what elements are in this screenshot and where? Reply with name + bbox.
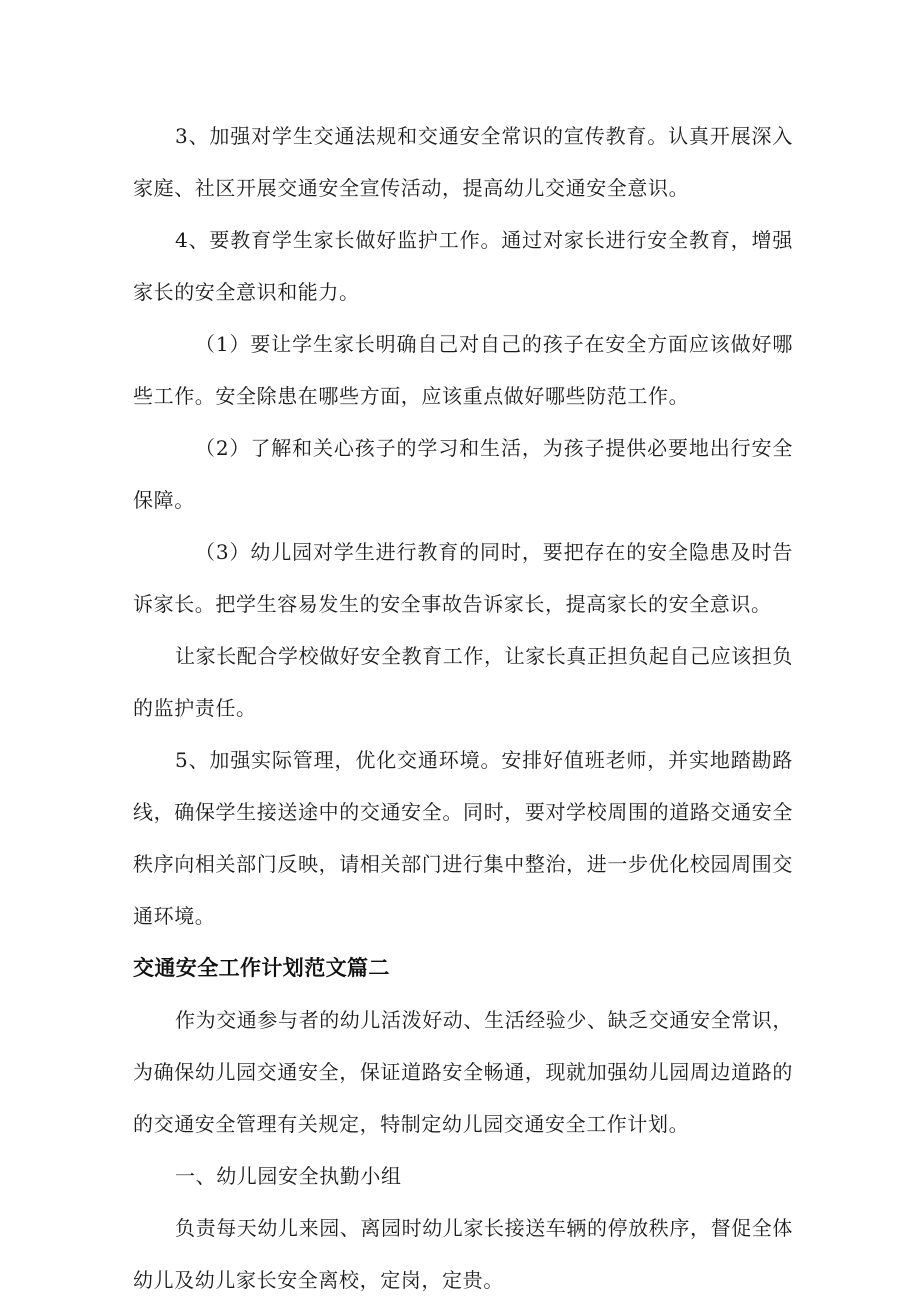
section-heading: 交通安全工作计划范文篇二 <box>133 956 390 980</box>
paragraph-subheading-duty-group: 一、幼儿园安全执勤小组 <box>175 1164 402 1188</box>
paragraph-subitem-1: （1）要让学生家长明确自己对自己的孩子在安全方面应该做好哪些工作。安全除患在哪些方面，应该重点做好哪些防范工作。 <box>133 332 793 408</box>
paragraph-parent-cooperation: 让家长配合学校做好安全教育工作，让家长真正担负起自己应该担负的监护责任。 <box>133 644 793 720</box>
paragraph-item-4: 4、要教育学生家长做好监护工作。通过对家长进行安全教育，增强家长的安全意识和能力。 <box>133 228 793 304</box>
paragraph-section-intro: 作为交通参与者的幼儿活泼好动、生活经验少、缺乏交通安全常识，为确保幼儿园交通安全，保证道路安全畅通，现就加强幼儿园周边道路的的交通安全管理有关规定，特制定幼儿园交通安全工作计划。 <box>133 1008 793 1136</box>
paragraph-item-3: 3、加强对学生交通法规和交通安全常识的宣传教育。认真开展深入家庭、社区开展交通安全宣传活动，提高幼儿交通安全意识。 <box>133 124 793 200</box>
paragraph-subitem-3: （3）幼儿园对学生进行教育的同时，要把存在的安全隐患及时告诉家长。把学生容易发生的安全事故告诉家长，提高家长的安全意识。 <box>133 540 793 616</box>
paragraph-duty-description: 负责每天幼儿来园、离园时幼儿家长接送车辆的停放秩序，督促全体幼儿及幼儿家长安全离校，定岗，定贵。 <box>133 1216 793 1292</box>
paragraph-subitem-2: （2）了解和关心孩子的学习和生活，为孩子提供必要地出行安全保障。 <box>133 436 793 512</box>
paragraph-item-5: 5、加强实际管理，优化交通环境。安排好值班老师，并实地踏勘路线，确保学生接送途中的交通安全。同时，要对学校周围的道路交通安全秩序向相关部门反映，请相关部门进行集中整治，进一步优化校园周围交通环境。 <box>133 748 793 928</box>
document-body <box>133 110 793 1306</box>
